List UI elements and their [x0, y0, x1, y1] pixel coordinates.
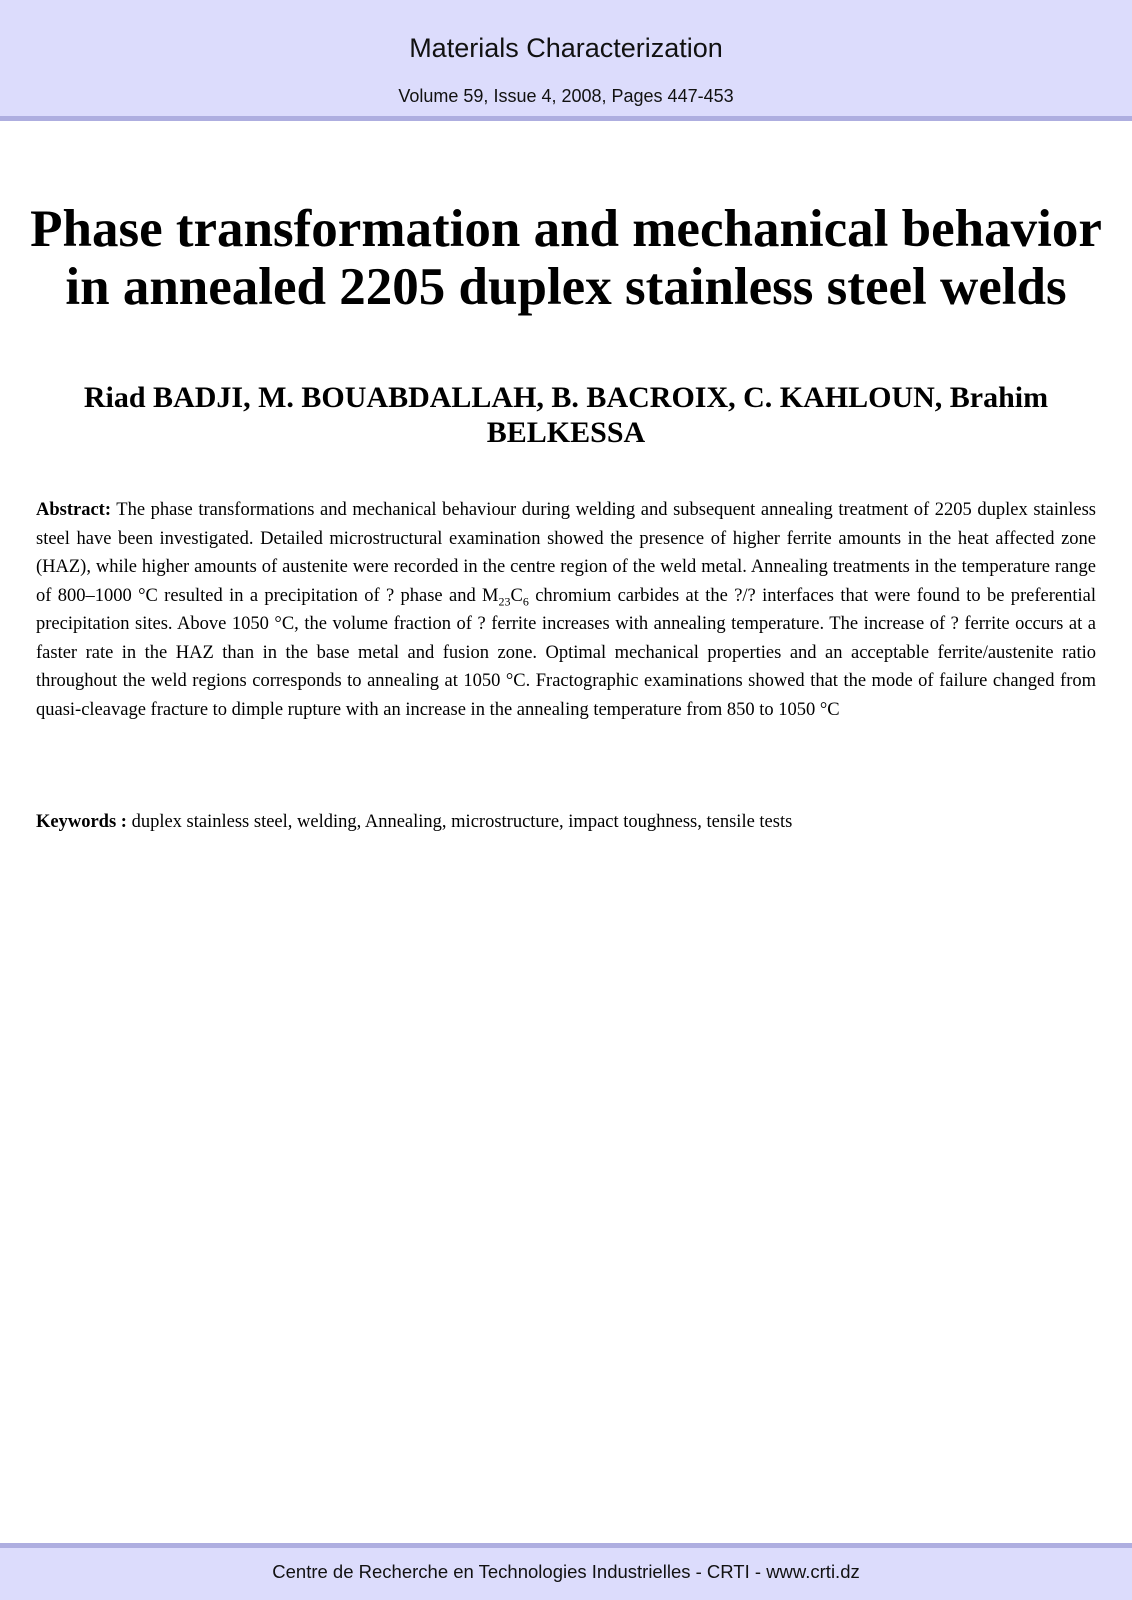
- keywords: [36, 808, 1096, 836]
- abstract-text-part2: chromium carbides at the ?/? interfaces that were found to be preferential precipitation sites. Above 1050 °C, the volume fraction of ? ferrite increases with annealing temperature. The increase of ? ferrite occurs at a faster rate in the HAZ than in the base metal and fusion zone. Optimal mechanical properties and an acceptable ferrite/austenite ratio throughout the weld regions corresponds to annealing at 1050 °C. Fractographic examinations showed that the mode of failure changed from quasi-cleavage fracture to dimple rupture with an increase in the annealing temperature from 850 to 1050 °C: [36, 585, 1096, 720]
- institution-footer: Centre de Recherche en Technologies Industrielles - CRTI - www.crti.dz: [0, 1543, 1132, 1600]
- article-authors: Riad BADJI, M. BOUABDALLAH, B. BACROIX, C. KAHLOUN, Brahim BELKESSA: [83, 381, 1049, 449]
- abstract: [36, 496, 1096, 724]
- journal-name: Materials Characterization: [409, 33, 723, 63]
- journal-header: [0, 0, 1132, 121]
- keywords-text: duplex stainless steel, welding, Annealing, microstructure, impact toughness, tensile tests: [131, 812, 793, 832]
- abstract-subscript-23: 23: [498, 594, 511, 609]
- abstract-text-mid: C: [510, 585, 523, 606]
- abstract-subscript-6: 6: [522, 594, 529, 609]
- keywords-label: Keywords :: [36, 812, 127, 832]
- article-title: Phase transformation and mechanical behavior in annealed 2205 duplex stainless steel welds: [30, 200, 1102, 316]
- abstract-label: Abstract:: [36, 500, 112, 520]
- volume-info: Volume 59, Issue 4, 2008, Pages 447-453: [398, 86, 734, 106]
- abstract-text-part1: The phase transformations and mechanical behaviour during welding and subsequent annealing treatment of 2205 duplex stainless steel have been investigated. Detailed microstructural examination showed the presence of higher ferrite amounts in the heat affected zone (HAZ), while higher amounts of austenite were recorded in the centre region of the weld metal. Annealing treatments in the temperature range of 800–1000 °C resulted in a precipitation of ? phase and M: [36, 500, 1097, 606]
